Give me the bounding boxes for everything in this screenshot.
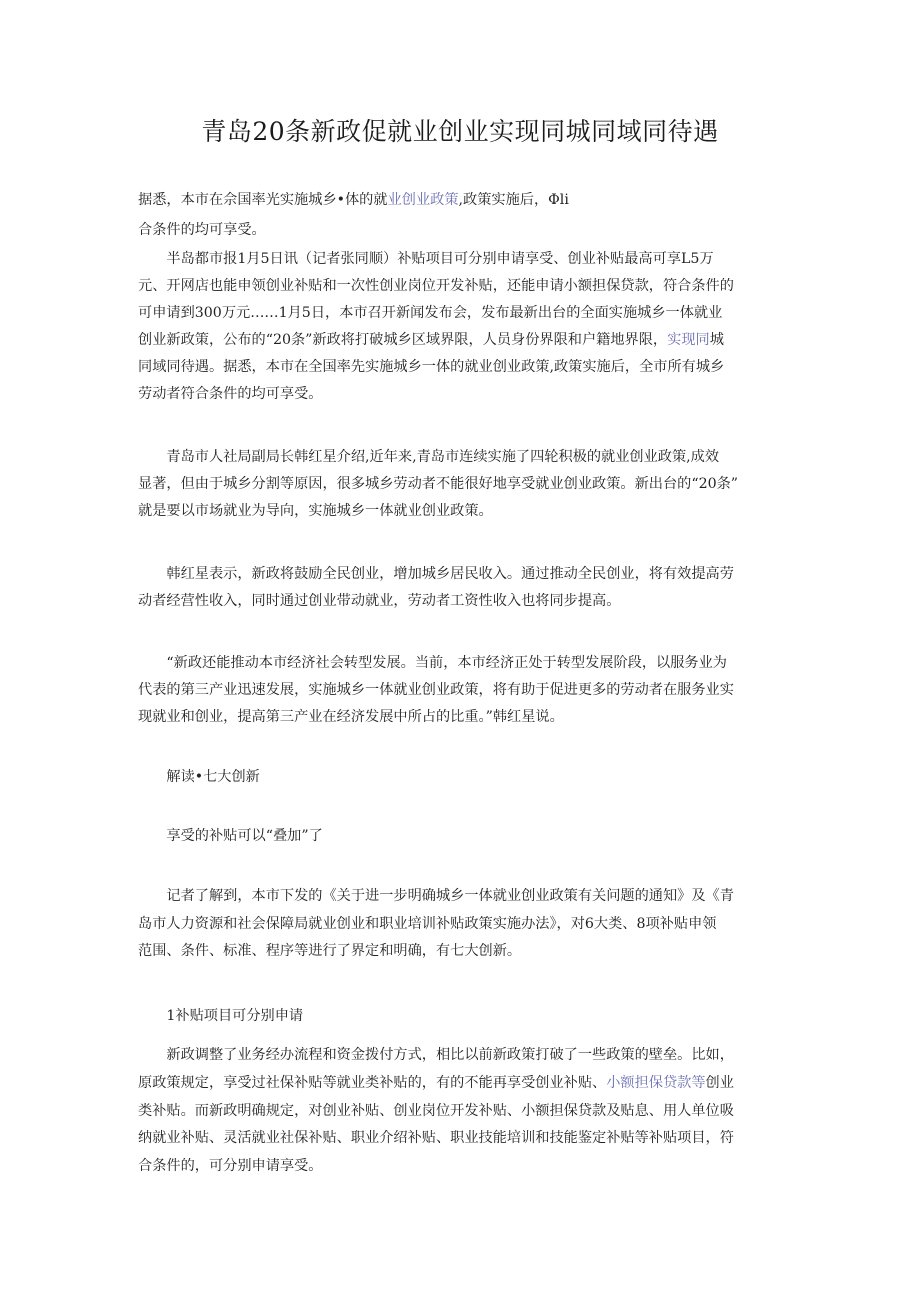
line-text: ,政策实施后，Φli <box>458 192 569 208</box>
text-line: 韩红星表示，新政将鼓励全民创业，增加城乡居民收入。通过推动全民创业，将有效提高劳 <box>138 566 734 582</box>
text-line: 同域同待遇。据悉，本市在全国率先实施城乡一体的就业创业政策,政策实施后，全市所有城乡 <box>138 359 725 375</box>
text-line: 类补贴。而新政明确规定，对创业补贴、创业岗位开发补贴、小额担保贷款及贴息、用人单位吸 <box>138 1103 734 1119</box>
text-line: 合条件的，可分别申请享受。 <box>138 1158 323 1174</box>
text-line: 纳就业补贴、灵活就业社保补贴、职业介绍补贴、职业技能培训和技能鉴定补贴等补贴项目，符 <box>138 1130 734 1146</box>
text-line: 劳动者符合条件的均可享受。 <box>138 386 323 402</box>
text-line: 显著，但由于城乡分割等原因，很多城乡劳动者不能很好地享受就业创业政策。新出台的“20条” <box>138 476 739 492</box>
loan-link[interactable]: 小额担保贷款等 <box>606 1075 706 1091</box>
text-line: 青岛市人社局副局长韩红星介绍,近年来,青岛市连续实施了四轮积极的就业创业政策,成效 <box>138 449 720 465</box>
text-line: 代表的第三产业迅速发展，实施城乡一体就业创业政策，将有助于促进更多的劳动者在服务业实 <box>138 682 734 698</box>
text-line: 新政调整了业务经办流程和资金拨付方式，相比以前新政策打破了一些政策的壁垒。比如， <box>138 1047 734 1063</box>
page-title: 青岛20条新政促就业创业实现同城同域同待遇 <box>201 117 719 146</box>
text-line: 岛市人力资源和社会保障局就业创业和职业培训补贴政策实施办法》，对6大类、8项补贴申领 <box>138 916 717 932</box>
section-heading: 解读•七大创新 <box>138 769 260 785</box>
text-line: 范围、条件、标准、程序等进行了界定和明确，有七大创新。 <box>138 943 522 959</box>
line-text: 创业新政策，公布的“20条”新政将打破城乡区域界限，人员身份界限和户籍地界限， <box>138 332 668 348</box>
line-text: 城 <box>709 332 724 348</box>
line-text: 据悉，本市在佘国率光实施城乡•体的就 <box>138 192 388 208</box>
line-text: 创业 <box>705 1075 734 1091</box>
text-line: 动者经营性收入，同时通过创业带动就业，劳动者工资性收入也将同步提高。 <box>138 593 621 609</box>
text-line <box>138 1072 734 1094</box>
section-heading: 享受的补贴可以“叠加”了 <box>138 828 323 844</box>
line-text: 原政策规定，享受过社保补贴等就业类补贴的，有的不能再享受创业补贴、 <box>138 1075 607 1091</box>
text-line: 半岛都市报1月5日讯（记者张同顺）补贴项目可分别申请享受、创业补贴最高可享L5万 <box>138 251 714 267</box>
text-line <box>138 329 724 351</box>
text-line: 记者了解到，本市下发的《关于进一步明确城乡一体就业创业政策有关问题的通知》及《青 <box>138 888 734 904</box>
section-heading: 1补贴项目可分别申请 <box>138 1008 304 1024</box>
text-line: 就是要以市场就业为导向，实施城乡一体就业创业政策。 <box>138 503 493 519</box>
policy-link[interactable]: 业创业政策 <box>387 192 459 208</box>
text-line: 合条件的均可享受。 <box>138 222 266 238</box>
text-line: 元、开网店也能申领创业补贴和一次性创业岗位开发补贴，还能申请小额担保贷款，符合条件的 <box>138 278 734 294</box>
text-line: 可申请到300万元……1月5日，本市召开新闻发布会，发布最新出台的全面实施城乡一体就业 <box>138 305 723 321</box>
inline-link[interactable]: 实现同 <box>667 332 710 348</box>
text-line: 现就业和创业，提高第三产业在经济发展中所占的比重。”韩红星说。 <box>138 709 564 725</box>
text-line: “新政还能推动本市经济社会转型发展。当前，本市经济正处于转型发展阶段，以服务业为 <box>138 655 727 671</box>
text-line <box>138 189 569 211</box>
